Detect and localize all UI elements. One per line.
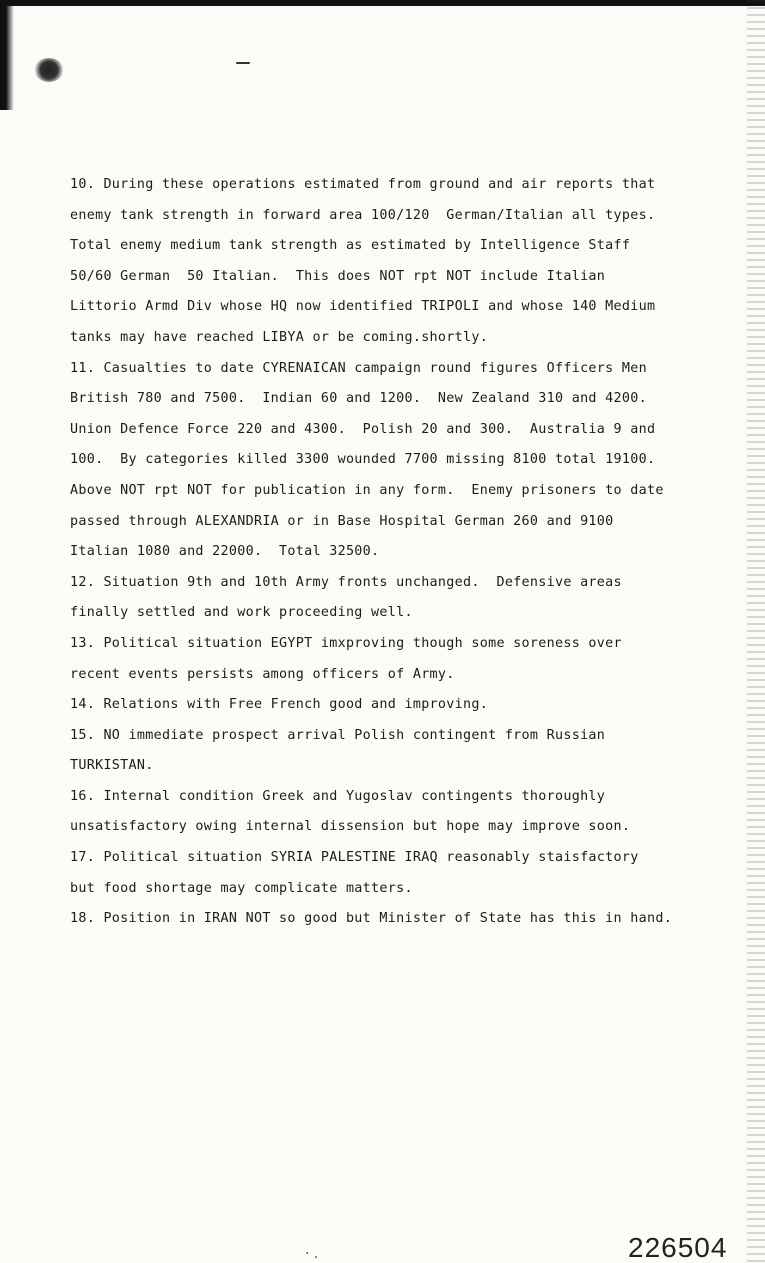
text-line: 13. Political situation EGYPT imxproving though some soreness over: [70, 635, 622, 651]
footer-mark: · .: [305, 1246, 319, 1262]
text-line: Union Defence Force 220 and 4300. Polish 20 and 300. Australia 9 and: [70, 421, 656, 437]
text-line: 100. By categories killed 3300 wounded 7700 missing 8100 total 19100.: [70, 452, 656, 468]
text-line: 10. During these operations estimated from ground and air reports that: [70, 177, 656, 192]
text-line: Above NOT rpt NOT for publication in any form. Enemy prisoners to date: [70, 482, 664, 498]
text-line: 15. NO immediate prospect arrival Polish contingent from Russian: [70, 727, 606, 743]
text-line: tanks may have reached LIBYA or be coming.shortly.: [70, 329, 489, 345]
text-line: 11. Casualties to date CYRENAICAN campaign round figures Officers Men: [70, 360, 647, 376]
text-line: enemy tank strength in forward area 100/120 German/Italian all types.: [70, 207, 656, 223]
text-line: recent events persists among officers of Army.: [70, 666, 455, 682]
text-line: 12. Situation 9th and 10th Army fronts unchanged. Defensive areas: [70, 574, 622, 590]
pen-tick-mark: [236, 62, 250, 64]
text-line: passed through ALEXANDRIA or in Base Hospital German 260 and 9100: [70, 513, 614, 529]
text-line: finally settled and work proceeding well.: [70, 605, 413, 621]
text-line: Italian 1080 and 22000. Total 32500.: [70, 544, 380, 560]
text-line: but food shortage may complicate matters.: [70, 880, 413, 896]
text-line: 50/60 German 50 Italian. This does NOT rpt NOT include Italian: [70, 268, 606, 284]
text-line: TURKISTAN.: [70, 758, 154, 774]
ink-smudge: [34, 58, 64, 82]
text-line: Total enemy medium tank strength as estimated by Intelligence Staff: [70, 238, 631, 254]
scan-left-edge: [0, 0, 14, 110]
scan-top-border: [0, 0, 765, 6]
document-body: [70, 170, 750, 935]
text-line: unsatisfactory owing internal dissension but hope may improve soon.: [70, 819, 631, 835]
text-line: 16. Internal condition Greek and Yugoslav contingents thoroughly: [70, 788, 606, 804]
text-line: 17. Political situation SYRIA PALESTINE IRAQ reasonably staisfactory: [70, 850, 639, 866]
text-line: 18. Position in IRAN NOT so good but Minister of State has this in hand.: [70, 911, 673, 927]
handwritten-reference-number: 226504: [628, 1232, 728, 1263]
text-line: British 780 and 7500. Indian 60 and 1200. New Zealand 310 and 4200.: [70, 391, 647, 407]
text-line: Littorio Armd Div whose HQ now identified TRIPOLI and whose 140 Medium: [70, 299, 656, 315]
text-line: 14. Relations with Free French good and improving.: [70, 697, 489, 713]
